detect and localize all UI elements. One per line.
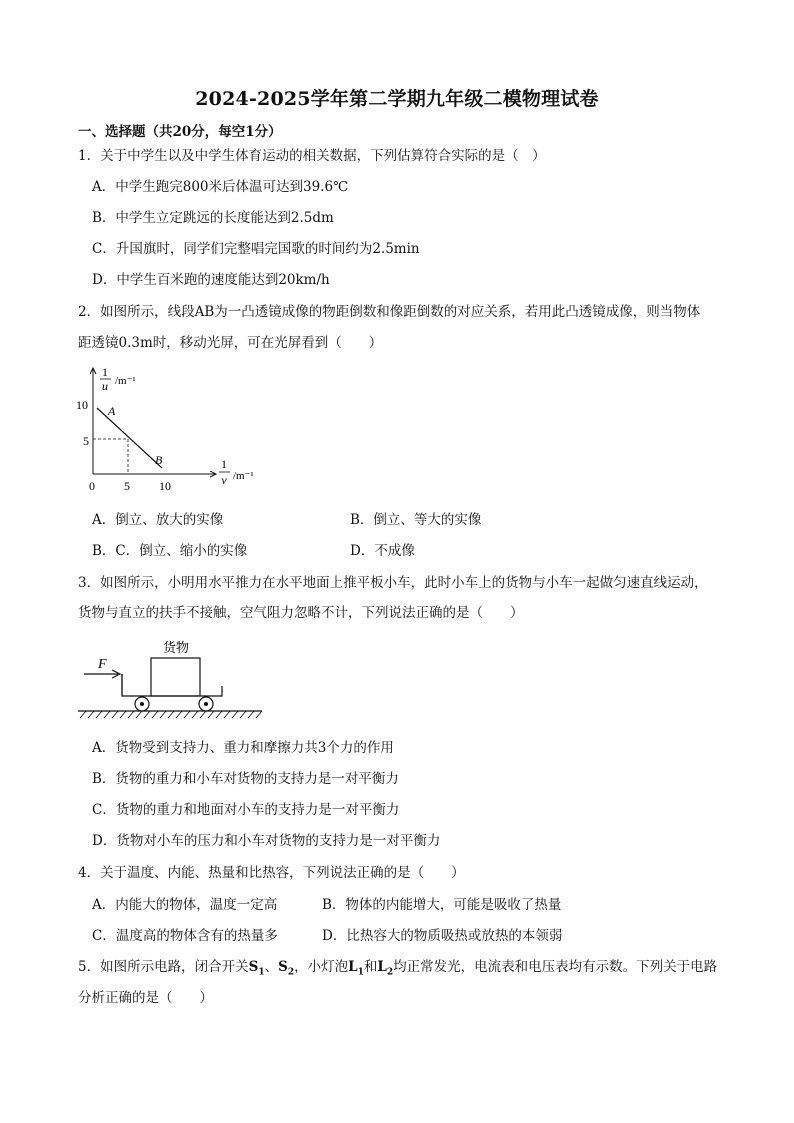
force-label: F xyxy=(98,657,107,672)
question-1-stem: 1．关于中学生以及中学生体育运动的相关数据，下列估算符合实际的是（ ） xyxy=(78,148,546,164)
q1-option-a: A．中学生跑完800米后体温可达到39.6℃ xyxy=(92,179,349,195)
point-b-label: B xyxy=(155,453,163,467)
q3-option-b: B．货物的重力和小车对货物的支持力是一对平衡力 xyxy=(92,771,399,787)
x-label-numerator: 1 xyxy=(221,457,227,471)
inverse-distance-graph xyxy=(70,360,270,498)
x-label-denominator: v xyxy=(221,473,227,487)
q1-option-c: C．升国旗时，同学们完整唱完国歌的时间约为2.5min xyxy=(92,241,420,257)
section-heading: 一、选择题（共20分，每空1分） xyxy=(78,124,282,140)
question-2-stem-line2: 距透镜0.3m时，移动光屏，可在光屏看到（ ） xyxy=(78,335,383,351)
cargo-label: 货物 xyxy=(162,640,190,655)
y-label-numerator: 1 xyxy=(102,365,108,379)
y-label-denominator: u xyxy=(102,379,108,393)
q3-option-c: C．货物的重力和地面对小车的支持力是一对平衡力 xyxy=(92,802,400,818)
q1-option-b: B．中学生立定跳远的长度能达到2.5dm xyxy=(92,210,334,226)
y-tick-5: 5 xyxy=(83,434,89,448)
cargo-box xyxy=(151,658,200,696)
question-5-stem-line2: 分析正确的是（ ） xyxy=(78,990,213,1006)
q3-option-a: A．货物受到支持力、重力和摩擦力共3个力的作用 xyxy=(92,740,394,756)
q2-option-b: B．倒立、等大的实像 xyxy=(350,512,482,528)
y-unit: /m⁻¹ xyxy=(115,375,136,387)
question-2-stem-line1: 2．如图所示，线段AB为一凸透镜成像的物距倒数和像距倒数的对应关系，若用此凸透镜成像，则当物体 xyxy=(78,304,701,320)
q3-option-d: D．货物对小车的压力和小车对货物的支持力是一对平衡力 xyxy=(92,833,441,849)
question-5-stem-line1: 5．如图所示电路，闭合开关$S_1$、$S_2$，小灯泡$L_1$和$L_2$均正常发光，电流表和电压表均有示数。下列关于电路 xyxy=(78,959,718,978)
q1-option-d: D．中学生百米跑的速度能达到20km/h xyxy=(92,272,330,288)
cart-body xyxy=(122,674,222,696)
point-a-label: A xyxy=(108,404,116,418)
q2-option-a: A．倒立、放大的实像 xyxy=(92,512,224,528)
segment-ab xyxy=(97,408,162,468)
question-3-stem-line2: 货物与直立的扶手不接触，空气阻力忽略不计，下列说法正确的是（ ） xyxy=(78,605,524,621)
x-tick-5: 5 xyxy=(124,479,130,493)
x-tick-10: 10 xyxy=(159,479,171,493)
page-title: 2024-2025学年第二学期九年级二模物理试卷 xyxy=(195,88,599,110)
q4-option-c: C．温度高的物体含有的热量多 xyxy=(92,928,278,944)
question-3-stem-line1: 3．如图所示，小明用水平推力在水平地面上推平板小车，此时小车上的货物与小车一起做匀速直线运动， xyxy=(78,575,708,591)
q4-option-a: A．内能大的物体，温度一定高 xyxy=(92,897,278,913)
x-tick-0: 0 xyxy=(89,479,95,493)
q2-option-d: D．不成像 xyxy=(350,543,415,559)
cart-figure xyxy=(70,630,270,722)
question-4-stem: 4．关于温度、内能、热量和比热容，下列说法正确的是（ ） xyxy=(78,865,465,881)
y-tick-10: 10 xyxy=(76,398,88,412)
q2-option-c: B．C．倒立、缩小的实像 xyxy=(92,543,248,559)
q4-option-d: D．比热容大的物质吸热或放热的本领弱 xyxy=(322,928,563,944)
q4-option-b: B．物体的内能增大，可能是吸收了热量 xyxy=(322,897,562,913)
ground-hatching xyxy=(80,711,262,718)
x-unit: /m⁻¹ xyxy=(233,470,254,482)
